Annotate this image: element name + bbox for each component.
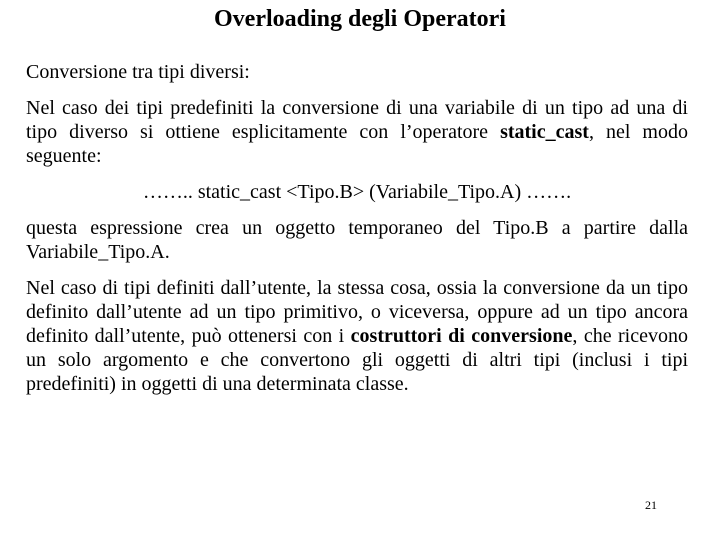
keyword-conversion-constructors: costruttori di conversione [350, 325, 573, 347]
paragraph-text: , nel modo seguente: [26, 121, 688, 167]
paragraph-text: Nel caso di tipi definiti dall’utente, la stessa cosa, ossia la conversione da un tipo definito dall’utente ad un tipo primitivo, o viceversa, oppure ad un tipo ancora definito dall’utente, può ottenersi con i [26, 277, 688, 347]
slide-title: Overloading degli Operatori [214, 6, 506, 32]
paragraph-expression-explanation: questa espressione crea un oggetto temporaneo del Tipo.B a partire dalla Variabile_Tipo.A. [26, 217, 688, 263]
paragraph-text: , che ricevono un solo argomento e che convertono gli oggetti di altri tipi (inclusi i tipi predefiniti) in oggetti di una determinata classe. [26, 325, 688, 395]
section-subtitle: Conversione tra tipi diversi: [26, 61, 250, 83]
paragraph-predefined-types [26, 96, 688, 168]
page-number: 21 [645, 498, 657, 512]
paragraph-user-defined-types [26, 276, 688, 396]
code-example-line: …….. static_cast <Tipo.B> (Variabile_Tipo.A) ……. [142, 181, 572, 203]
paragraph-text: Nel caso dei tipi predefiniti la conversione di una variabile di un tipo ad una di tipo diverso si ottiene esplicitamente con l’operatore [26, 97, 688, 143]
keyword-static-cast: static_cast [500, 121, 589, 143]
slide-content [26, 60, 688, 408]
